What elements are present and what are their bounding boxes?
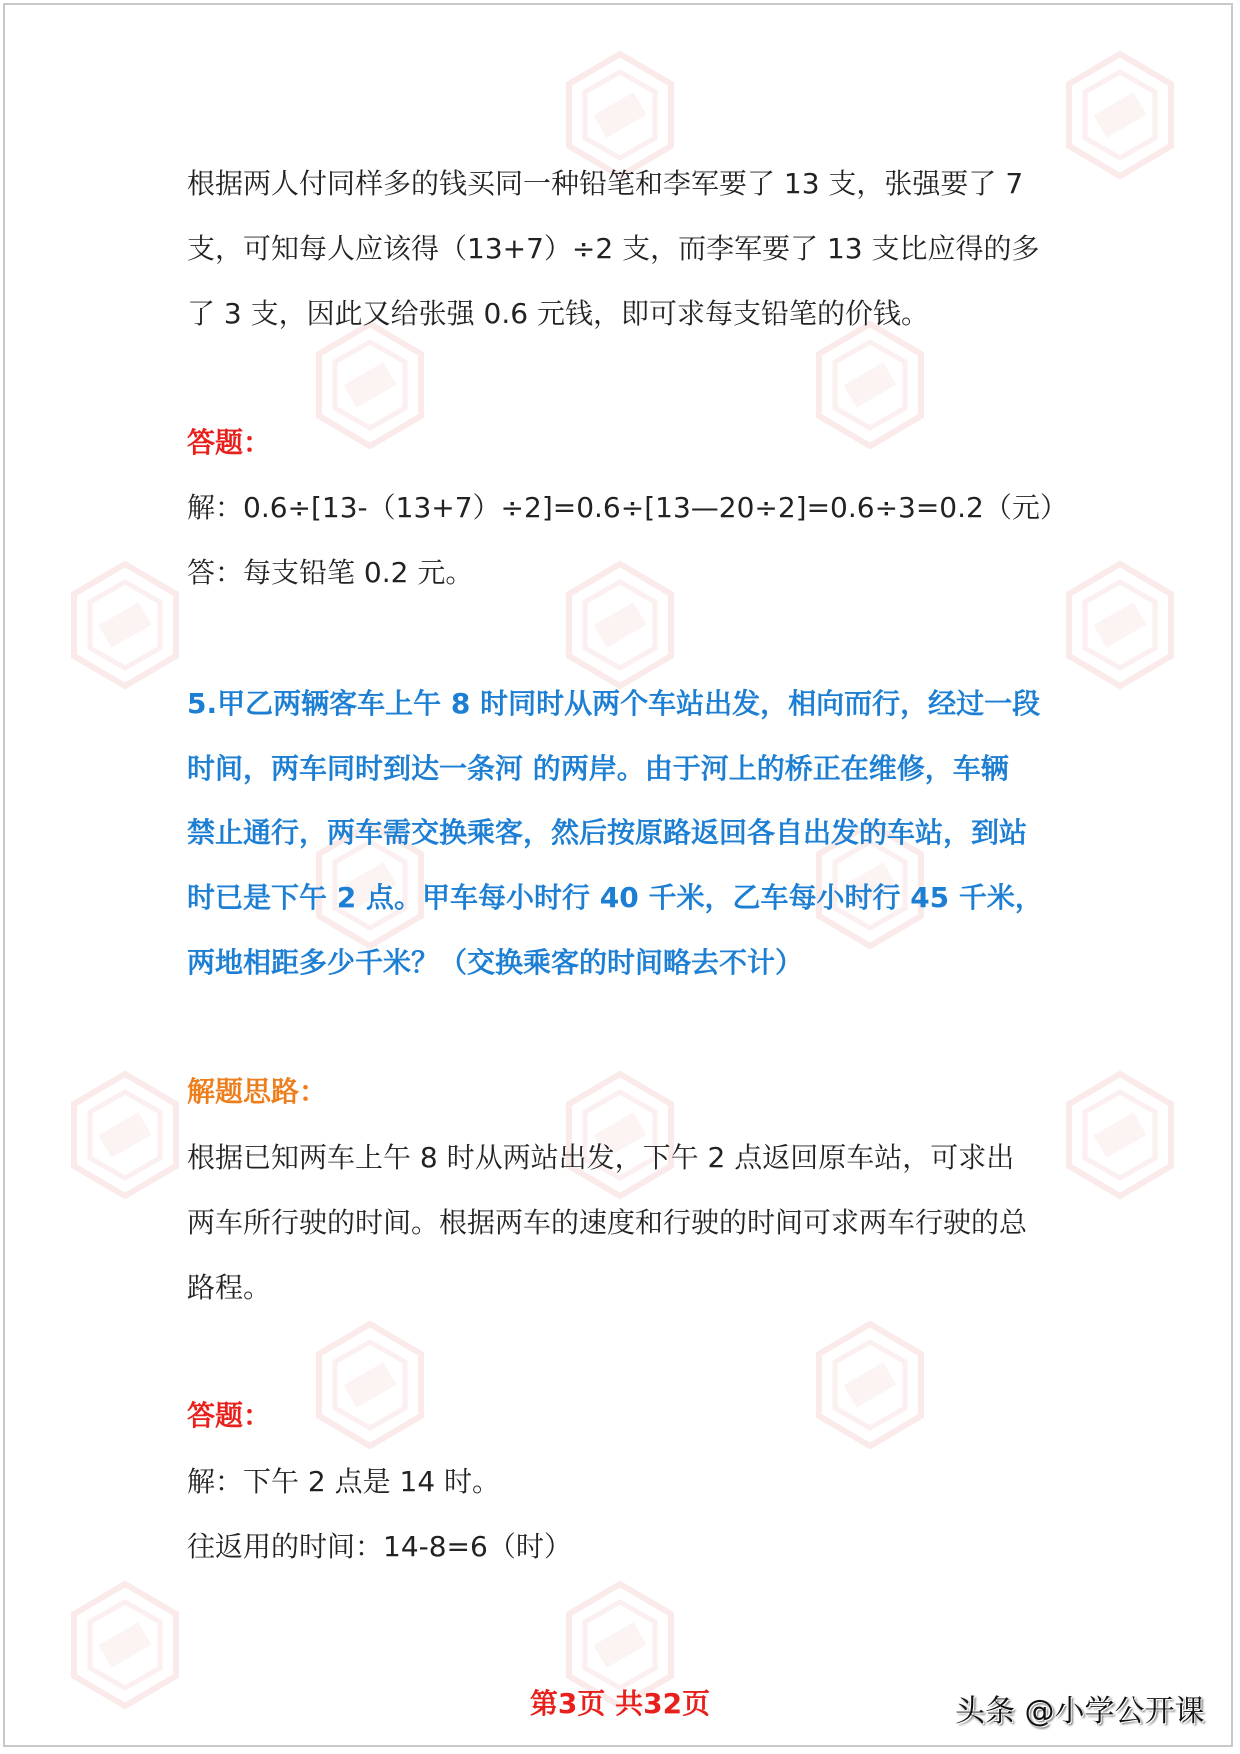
hexagon-watermark-icon: [70, 560, 180, 690]
hexagon-watermark-icon: [815, 1320, 925, 1450]
hexagon-watermark-icon: [565, 50, 675, 180]
hexagon-watermark-icon: [1065, 560, 1175, 690]
paragraph1-line: 支，可知每人应该得（13+7）÷2 支，而李军要了 13 支比应得的多: [187, 232, 1040, 265]
approach-line: 路程。: [187, 1271, 272, 1304]
answer1-solution: 解：0.6÷[13-（13+7）÷2]=0.6÷[13—20÷2]=0.6÷3=0.2（元）: [187, 491, 1068, 524]
paragraph1-line: 根据两人付同样多的钱买同一种铅笔和李军要了 13 支，张强要了 7: [187, 167, 1024, 200]
answer2-heading: 答题：: [187, 1399, 272, 1432]
hexagon-watermark-icon: [1065, 50, 1175, 180]
hexagon-watermark-icon: [1065, 1070, 1175, 1200]
approach-line: 根据已知两车上午 8 时从两站出发，下午 2 点返回原车站，可求出: [187, 1141, 1015, 1174]
hexagon-watermark-icon: [315, 320, 425, 450]
hexagon-watermark-icon: [70, 1070, 180, 1200]
approach-line: 两车所行驶的时间。根据两车的速度和行驶的时间可求两车行驶的总: [187, 1206, 1028, 1239]
question5-line: 时间，两车同时到达一条河 的两岸。由于河上的桥正在维修，车辆: [187, 752, 1009, 785]
answer1-answer: 答：每支铅笔 0.2 元。: [187, 556, 474, 589]
question5-line: 两地相距多少千米？（交换乘客的时间略去不计）: [187, 946, 804, 979]
hexagon-watermark-icon: [815, 320, 925, 450]
hexagon-watermark-icon: [565, 1070, 675, 1200]
paragraph1-line: 了 3 支，因此又给张强 0.6 元钱，即可求每支铅笔的价钱。: [187, 297, 929, 330]
hexagon-watermark-icon: [315, 1320, 425, 1450]
answer2-line: 解：下午 2 点是 14 时。: [187, 1465, 501, 1498]
question5-line: 禁止通行，两车需交换乘客，然后按原路返回各自出发的车站，到站: [187, 816, 1028, 849]
question5-line: 时已是下午 2 点。甲车每小时行 40 千米，乙车每小时行 45 千米，: [187, 881, 1043, 914]
question5-line: 5.甲乙两辆客车上午 8 时同时从两个车站出发，相向而行，经过一段: [187, 687, 1041, 720]
hexagon-watermark-icon: [565, 560, 675, 690]
brand-watermark: 头条 @小学公开课: [955, 1694, 1205, 1729]
answer1-heading: 答题：: [187, 426, 272, 459]
page-number: 第3页 共32页: [529, 1687, 711, 1720]
answer2-line: 往返用的时间：14-8=6（时）: [187, 1530, 572, 1563]
approach-heading: 解题思路：: [187, 1075, 328, 1108]
